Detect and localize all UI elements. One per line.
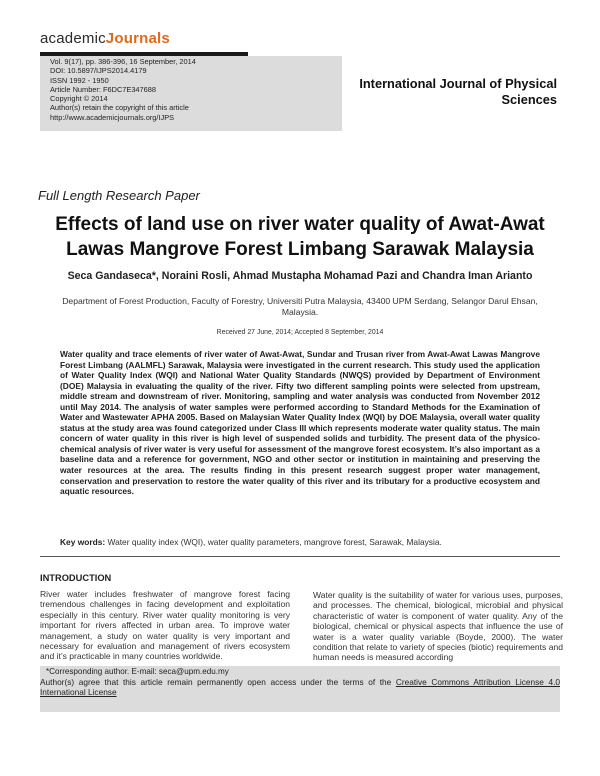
meta-issn: ISSN 1992 - 1950 — [50, 75, 109, 85]
logo-text-journals: Journals — [105, 30, 170, 47]
intro-paragraph-2: Water quality is the suitability of water for various uses, purposes, and processes. The chemical, biological, microbial and physical characteristic of water is component of water quality. Any of the biological, chemical or physical aspects that influence the use of water is a water quality variable (Boyde, 2000). The water condition that relate to variety of species (biotic) requirements and human needs is measured according — [313, 590, 563, 663]
meta-copyright: Copyright © 2014 — [50, 94, 108, 104]
license-text: Author(s) agree that this article remain permanently open access under the terms of the — [40, 677, 396, 687]
article-metadata — [50, 57, 196, 122]
paper-type: Full Length Research Paper — [38, 188, 200, 203]
title-line-2: Lawas Mangrove Forest Limbang Sarawak Malaysia — [66, 239, 534, 260]
meta-url[interactable]: http://www.academicjournals.org/IJPS — [50, 112, 175, 122]
left-column — [40, 589, 290, 671]
article-title — [30, 212, 570, 262]
affiliation: Department of Forest Production, Faculty of Forestry, Universiti Putra Malaysia, 43400 UPM Serdang, Selangor Darul Ehsan, Malaysia. — [62, 296, 538, 317]
journal-name: International Journal of Physical Sciences — [359, 76, 557, 107]
meta-volume: Vol. 9(17), pp. 386-396, 16 September, 2014 — [50, 57, 196, 66]
meta-article-number: Article Number: F6DC7E347688 — [50, 84, 156, 94]
introduction-heading: INTRODUCTION — [40, 573, 112, 583]
license-note — [40, 677, 560, 697]
keywords-label: Key words: — [60, 537, 106, 547]
publisher-logo — [40, 30, 170, 47]
keywords — [60, 537, 540, 547]
title-line-1: Effects of land use on river water quality of Awat-Awat — [55, 214, 545, 235]
meta-doi[interactable]: DOI: 10.5897/IJPS2014.4179 — [50, 66, 147, 76]
author-list: Seca Gandaseca*, Noraini Rosli, Ahmad Mustapha Mohamad Pazi and Chandra Iman Arianto — [67, 270, 533, 282]
section-divider — [40, 556, 560, 557]
received-dates: Received 27 June, 2014; Accepted 8 September, 2014 — [216, 329, 384, 336]
keywords-text: Water quality index (WQI), water quality parameters, mangrove forest, Sarawak, Malaysia. — [107, 537, 442, 547]
abstract: Water quality and trace elements of river water of Awat-Awat, Sundar and Trusan river from Awat-Awat Lawas Mangrove Forest Limbang (AALMFL) Sarawak, Malaysia were investigated in the current research. This study used the application of Water Quality Index (WQI) and National Water Quality Standards (NWQS) provided by Department of Environment (DOE) Malaysia in evaluating the quality of the river. Fifty two different sampling points were selected from upstream, middle stream and downstream of river. Monitoring, sampling and water analysis was conducted from November 2012 until May 2014. The analysis of water samples were performed according to Standard Methods for the Examination of Water and Wastewater APHA 2005. Based on Malaysian Water Quality Index (WQI) by DOE Malaysia, overall water quality status at the study area was found categorized under Class III which represents moderate water quality status. The main concern of water quality in this river is high level of suspended solids and turbidity. The present data of the physico-chemical analysis of river water is very useful for assessment of the mangrove forest ecosystem. It’s also important as a baseline data and a reference for government, NGO and other sector or institution in maintaining and preserving the water resources at the area. The results finding in this present research suggest proper water management, conservation and preservation to restore the water quality of this river and its tributary for a productive ecosystem and aquatic resources. — [60, 349, 540, 497]
intro-paragraph-1: River water includes freshwater of mangrove forest facing tremendous challenges in facing development and exploitation especially in this century. River water quality monitoring is very important for rivers affected in urban area. To improve water management, a study on water quality is very important and necessary for evaluation and management of rivers ecosystem and it’s practicable in many countries worldwide. — [40, 589, 290, 662]
logo-text-academic: academic — [40, 30, 106, 47]
license-link[interactable]: Creative Commons Attribution License 4.0 International License — [40, 677, 561, 697]
right-column — [313, 590, 563, 672]
meta-rights: Author(s) retain the copyright of this article — [50, 103, 189, 113]
corresponding-author: *Corresponding author. E-mail: seca@upm.edu.my — [46, 667, 229, 676]
